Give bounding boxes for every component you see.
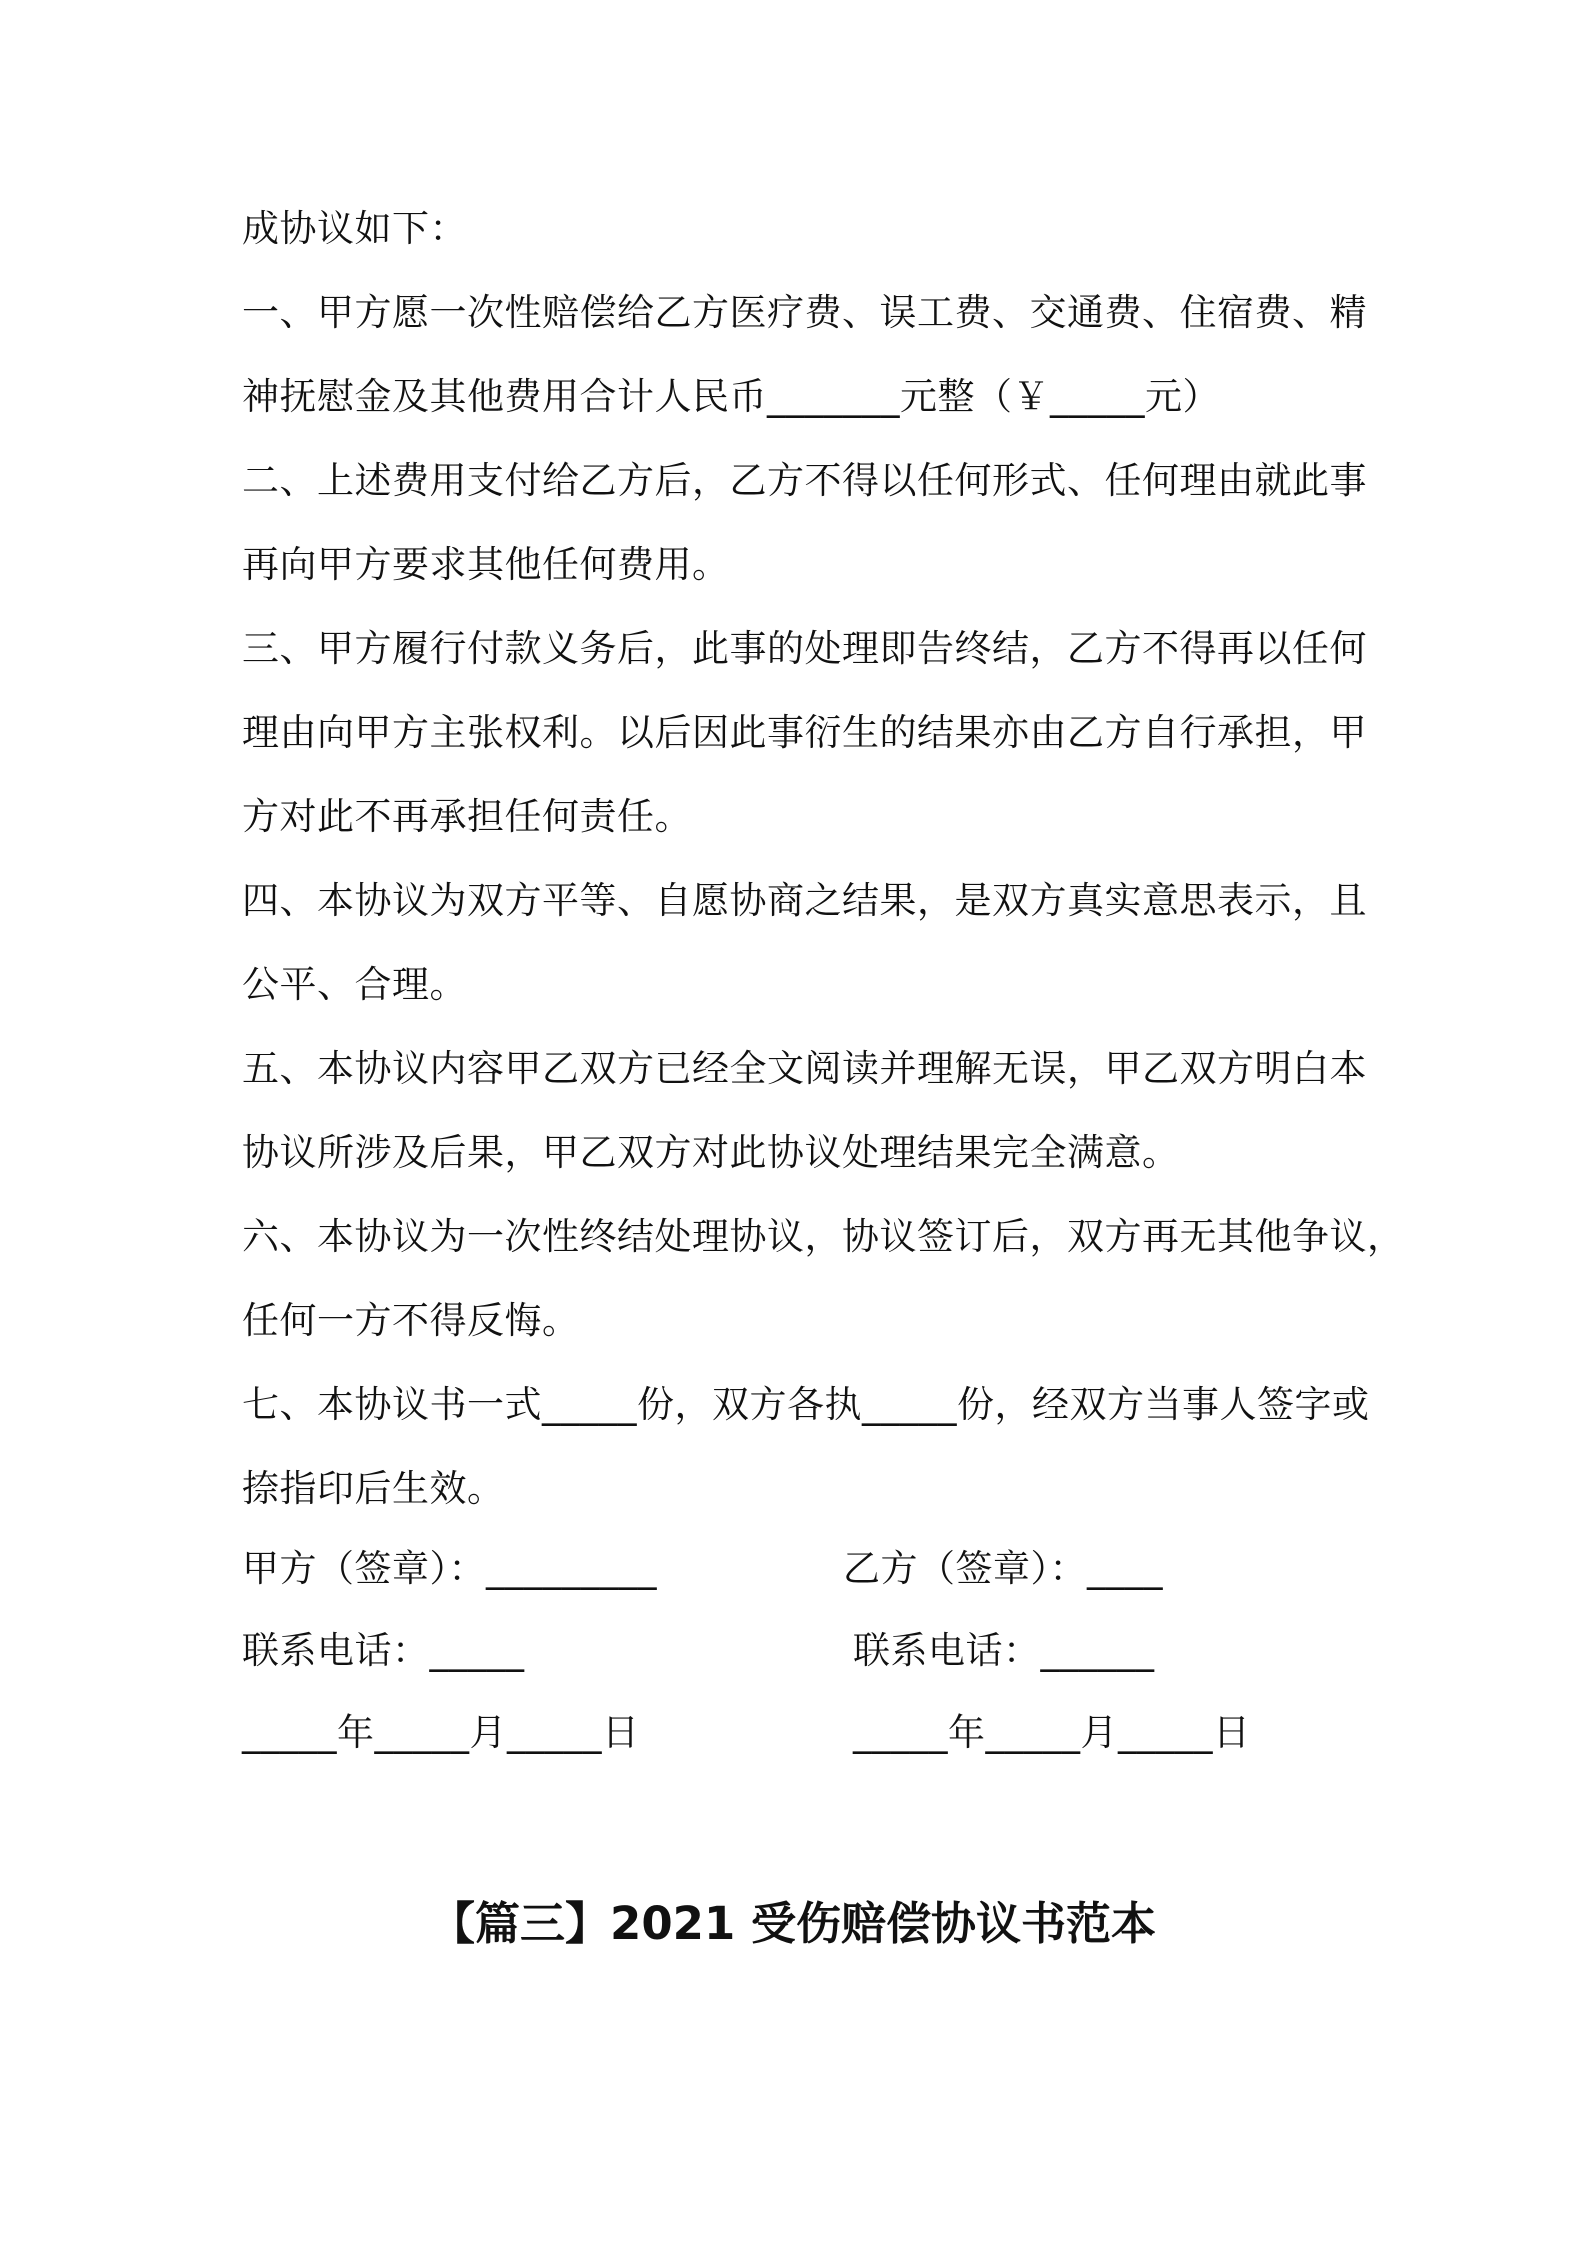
clause-4-line-1: 四、本协议为双方平等、自愿协商之结果，是双方真实意思表示，且 [242,879,1367,922]
clause-5-line-2: 协议所涉及后果，甲乙双方对此协议处理结果完全满意。 [242,1131,1180,1174]
party-b-signature: 乙方（签章）：____ [843,1547,1163,1590]
clause-1-line-1: 一、甲方愿一次性赔偿给乙方医疗费、误工费、交通费、住宿费、精 [242,291,1367,334]
section-title: 【篇三】2021 受伤赔偿协议书范本 [430,1897,1156,1950]
clause-2-line-1: 二、上述费用支付给乙方后，乙方不得以任何形式、任何理由就此事 [242,459,1367,502]
party-b-phone: 联系电话：______ [853,1629,1155,1672]
party-a-signature: 甲方（签章）：_________ [242,1547,657,1590]
clause-7-line-2: 捺指印后生效。 [242,1467,505,1510]
party-a-date: _____年_____月_____日 [242,1711,640,1754]
clause-7-line-1: 七、本协议书一式_____份，双方各执_____份，经双方当事人签字或 [242,1383,1370,1426]
clause-2-line-2: 再向甲方要求其他任何费用。 [242,543,730,586]
clause-6-line-1: 六、本协议为一次性终结处理协议，协议签订后，双方再无其他争议， [242,1215,1405,1258]
clause-1-line-2: 神抚慰金及其他费用合计人民币_______元整（￥_____元） [242,375,1220,418]
clause-3-line-2: 理由向甲方主张权利。以后因此事衍生的结果亦由乙方自行承担，甲 [242,711,1367,754]
clause-6-line-2: 任何一方不得反悔。 [242,1299,580,1342]
clause-5-line-1: 五、本协议内容甲乙双方已经全文阅读并理解无误，甲乙双方明白本 [242,1047,1367,1090]
clause-3-line-3: 方对此不再承担任何责任。 [242,795,692,838]
party-b-date: _____年_____月_____日 [853,1711,1251,1754]
clause-4-line-2: 公平、合理。 [242,963,467,1006]
intro-text: 成协议如下： [242,207,467,250]
party-a-phone: 联系电话：_____ [242,1629,525,1672]
clause-3-line-1: 三、甲方履行付款义务后，此事的处理即告终结，乙方不得再以任何 [242,627,1367,670]
